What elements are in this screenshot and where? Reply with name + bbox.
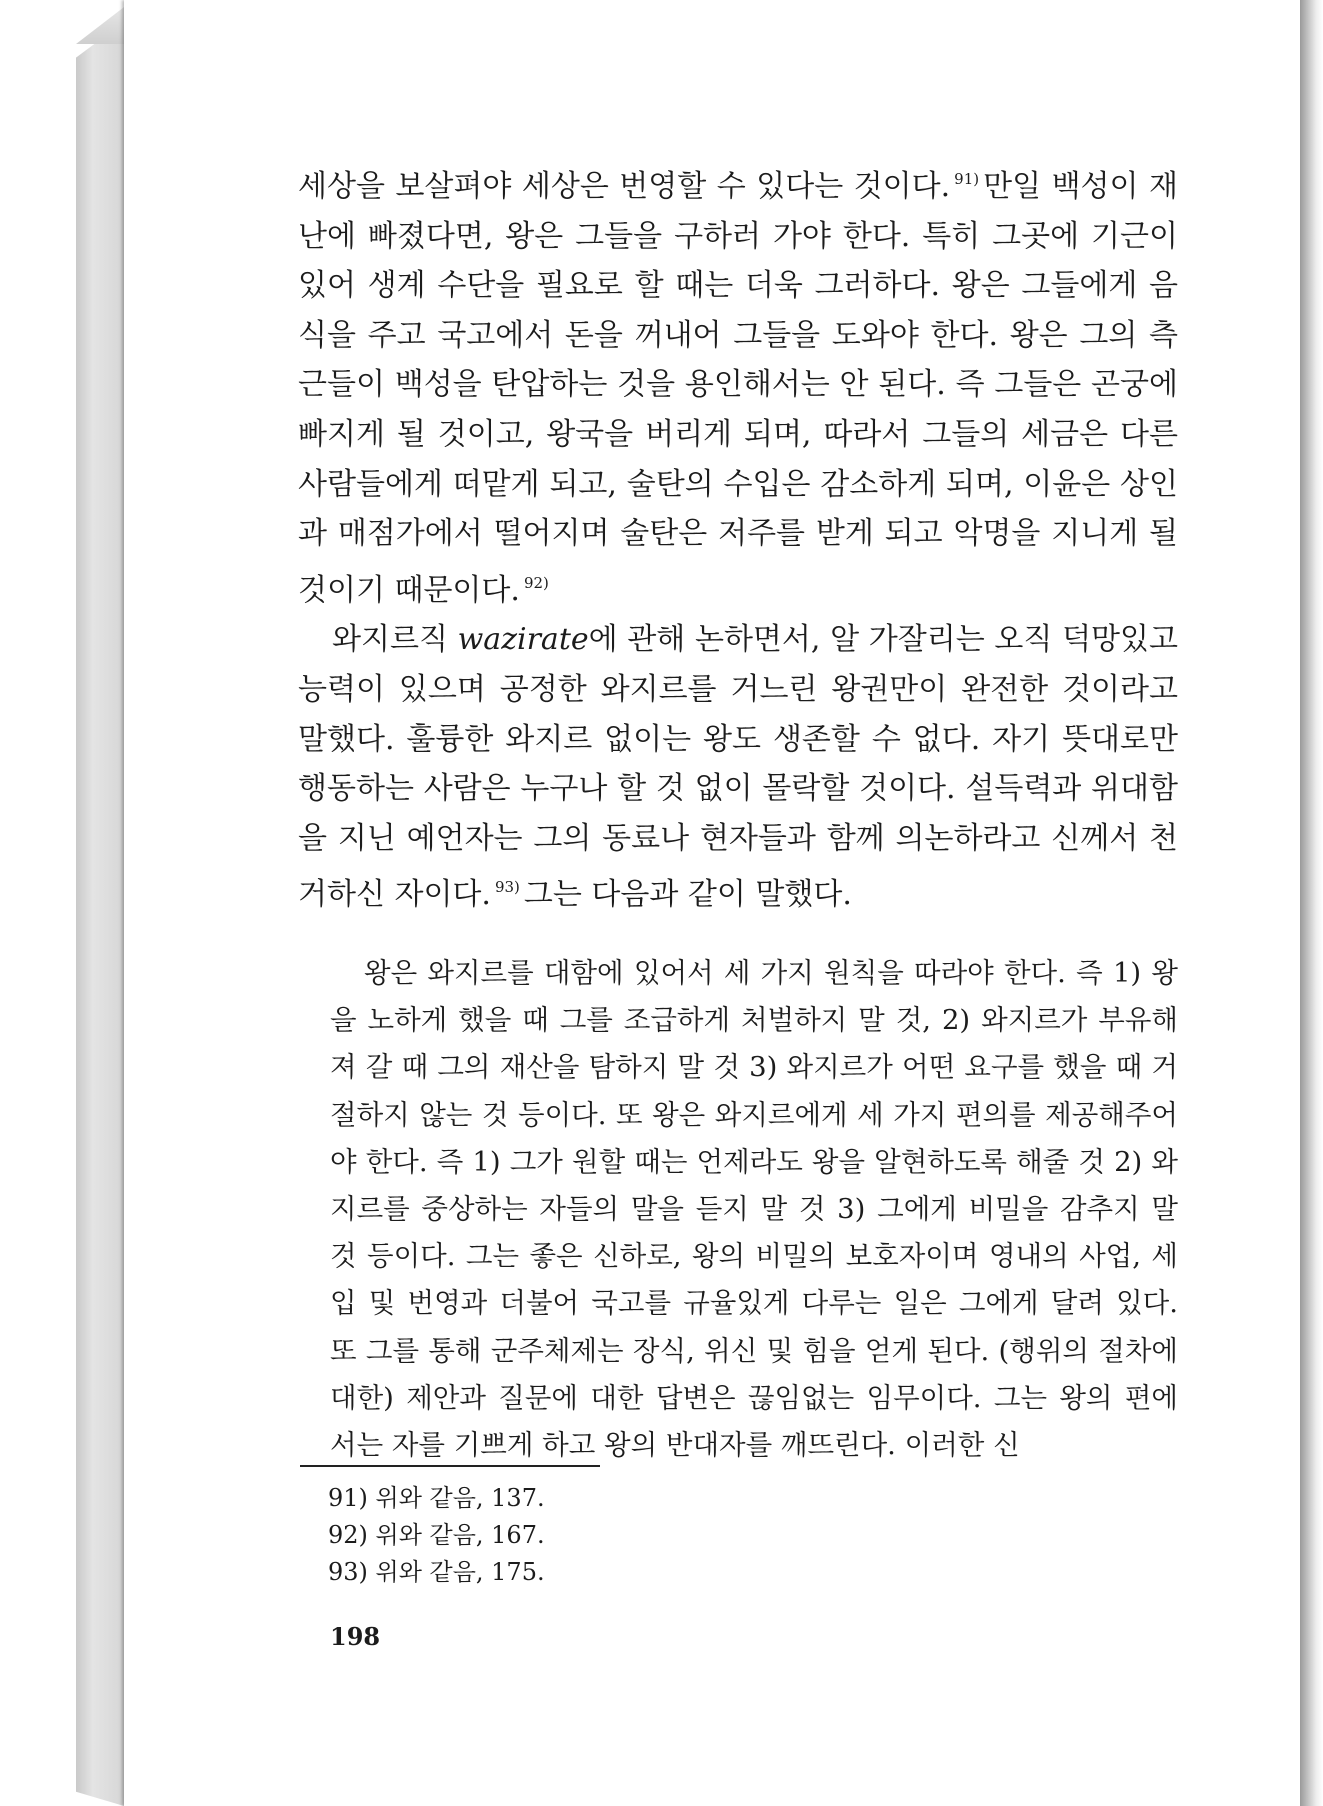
paragraph-text: 와지르직	[332, 622, 458, 658]
footnote-ref: 93)	[494, 878, 520, 897]
paragraph-text: 세상을 보살펴야 세상은 번영할 수 있다는 것이다.	[298, 169, 951, 204]
paragraph	[298, 615, 1178, 920]
footnotes	[328, 1480, 545, 1591]
paragraph-text: 에 관해 논하면서, 알 가잘리는 오직 덕망있고 능력이 있으며 공정한 와지르를 거느린 왕권만이 완전한 것이라고 말했다. 훌륭한 와지르 없이는 왕도 생존할 수 없다. 자기 뜻대로만 행동하는 사람은 누구나 할 것 없이 몰락할 것이다. 설득력과 위대함을 지닌 예언자는 그의 동료나 현자들과 함께 의논하라고 신께서 천거하신 자이다.	[298, 622, 1178, 913]
paragraph	[298, 155, 1178, 615]
footnote: 93) 위와 같음, 175.	[328, 1558, 545, 1586]
footnote-ref: 92)	[523, 573, 549, 592]
block-quote: 왕은 와지르를 대함에 있어서 세 가지 원칙을 따라야 한다. 즉 1) 왕을 노하게 했을 때 그를 조급하게 처벌하지 말 것, 2) 와지르가 부유해져 갈 때 그의 재산을 탐하지 말 것 3) 와지르가 어떤 요구를 했을 때 거절하지 않는 것 등이다. 또 왕은 와지르에게 세 가지 편의를 제공해주어야 한다. 즉 1) 그가 원할 때는 언제라도 왕을 알현하도록 해줄 것 2) 와지르를 중상하는 자들의 말을 듣지 말 것 3) 그에게 비밀을 감추지 말 것 등이다. 그는 좋은 신하로, 왕의 비밀의 보호자이며 영내의 사업, 세입 및 번영과 더불어 국고를 규율있게 다루는 일은 그에게 달려 있다. 또 그를 통해 군주체제는 장식, 위신 및 힘을 얻게 된다. (행위의 절차에 대한) 제안과 질문에 대한 답변은 끊임없는 임무이다. 그는 왕의 편에 서는 자를 기쁘게 하고 왕의 반대자를 깨뜨린다. 이러한 신	[330, 957, 1178, 1462]
footnote: 92) 위와 같음, 167.	[328, 1521, 545, 1549]
body-text	[298, 155, 1178, 920]
italic-term: wazirate	[457, 622, 589, 658]
page-shadow	[1300, 0, 1323, 1806]
page-number: 198	[330, 1622, 381, 1651]
footnote-divider	[300, 1465, 600, 1467]
paragraph-text: 만일 백성이 재난에 빠졌다면, 왕은 그들을 구하러 가야 한다. 특히 그곳에 기근이 있어 생계 수단을 필요로 할 때는 더욱 그러하다. 왕은 그들에게 음식을 주고 국고에서 돈을 꺼내어 그들을 도와야 한다. 왕은 그의 측근들이 백성을 탄압하는 것을 용인해서는 안 된다. 즉 그들은 곤궁에 빠지게 될 것이고, 왕국을 버리게 되며, 따라서 그들의 세금은 다른 사람들에게 떠맡게 되고, 술탄의 수입은 감소하게 되며, 이윤은 상인과 매점가에서 떨어지며 술탄은 저주를 받게 되고 악명을 지니게 될 것이기 때문이다.	[298, 169, 1178, 608]
book-spine	[76, 22, 124, 1806]
footnote: 91) 위와 같음, 137.	[328, 1484, 545, 1512]
page-edge	[76, 4, 128, 44]
footnote-ref: 91)	[954, 170, 980, 188]
paragraph-text: 그는 다음과 같이 말했다.	[523, 877, 852, 913]
